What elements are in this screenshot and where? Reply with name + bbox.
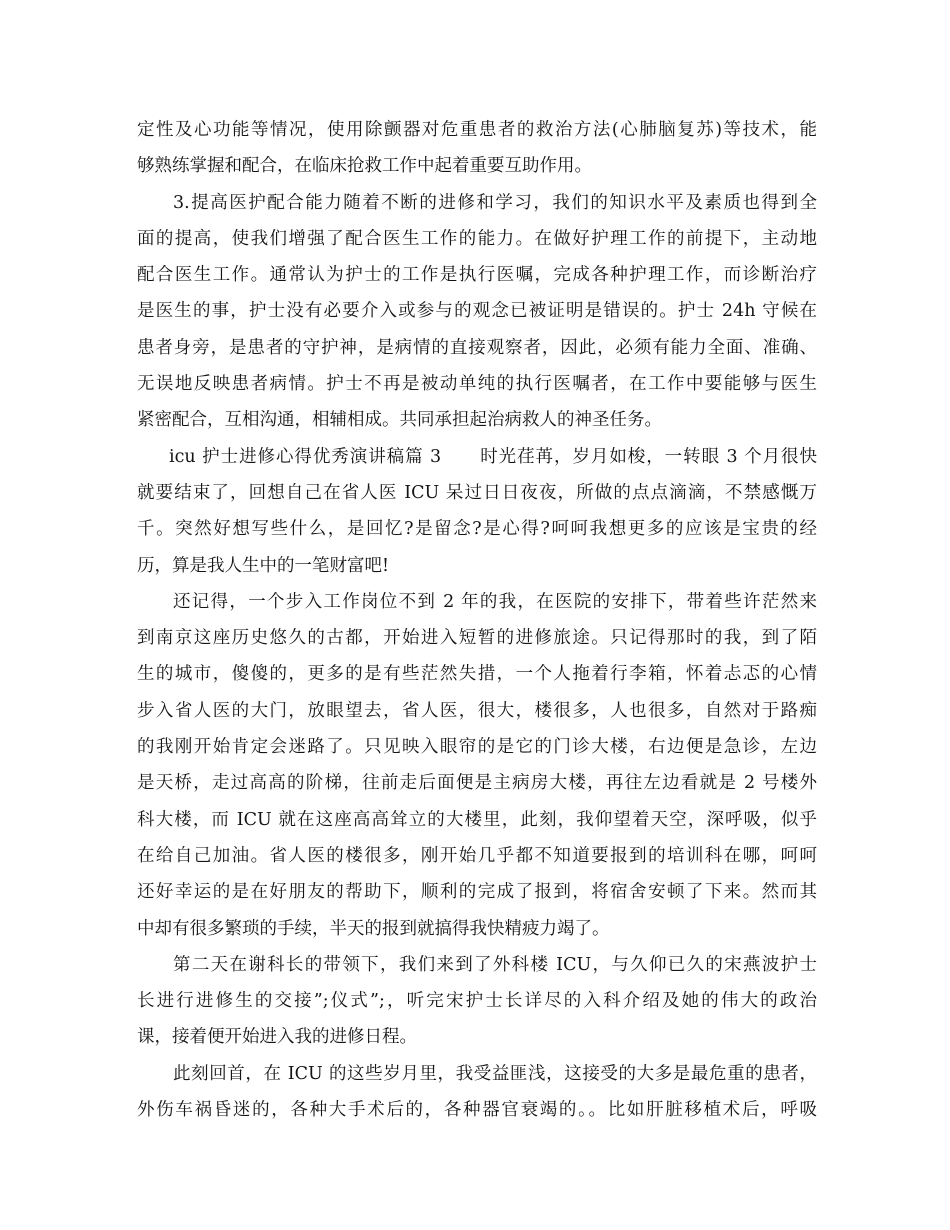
text-line: 科大楼，而 ICU 就在这座高高耸立的大楼里，此刻，我仰望着天空，深呼吸，似乎 [137,809,817,830]
text-line: 步入省人医的大门，放眼望去，省人医，很大，楼很多，人也很多，自然对于路痴 [137,700,817,721]
text-line: 外伤车祸昏迷的，各种大手术后的，各种器官衰竭的。。比如肝脏移植术后，呼吸 [137,1100,817,1121]
text-line: 紧密配合，互相沟通，相辅相成。共同承担起治病救人的神圣任务。 [137,410,662,431]
text-line: 的我刚开始肯定会迷路了。只见映入眼帘的是它的门诊大楼，右边便是急诊，左边 [137,737,817,758]
text-line: icu 护士进修心得优秀演讲稿篇 3 时光荏苒，岁月如梭，一转眼 3 个月很快 [169,446,817,467]
text-line: 够熟练掌握和配合，在临床抢救工作中起着重要互助作用。 [137,156,592,177]
text-line: 就要结束了，回想自己在省人医 ICU 呆过日日夜夜，所做的点点滴滴，不禁感慨万 [137,482,817,503]
text-line: 生的城市，傻傻的，更多的是有些茫然失措，一个人拖着行李箱，怀着忐忑的心情 [137,664,817,685]
text-line: 无误地反映患者病情。护士不再是被动单纯的执行医嘱者，在工作中要能够与医生 [137,374,817,395]
text-line: 此刻回首，在 ICU 的这些岁月里，我受益匪浅，这接受的大多是最危重的患者， [173,1063,817,1084]
text-line: 课，接着便开始进入我的进修日程。 [137,1027,417,1048]
text-line: 长进行进修生的交接”;仪式”;，听完宋护士长详尽的入科介绍及她的伟大的政治 [137,991,817,1012]
text-line: 还记得，一个步入工作岗位不到 2 年的我，在医院的安排下，带着些许茫然来 [173,591,817,612]
text-line: 3.提高医护配合能力随着不断的进修和学习，我们的知识水平及素质也得到全 [173,192,817,213]
text-line: 是医生的事，护士没有必要介入或参与的观念已被证明是错误的。护士 24h 守候在 [137,301,817,322]
text-line: 是天桥，走过高高的阶梯，往前走后面便是主病房大楼，再往左边看就是 2 号楼外 [137,773,817,794]
text-line: 中却有很多繁琐的手续，半天的报到就搞得我快精疲力竭了。 [137,918,610,939]
document-body [137,112,817,1128]
text-line: 第二天在谢科长的带领下，我们来到了外科楼 ICU，与久仰已久的宋燕波护士 [173,954,817,975]
text-line: 在给自己加油。省人医的楼很多，刚开始几乎都不知道要报到的培训科在哪，呵呵 [137,845,817,866]
text-line: 还好幸运的是在好朋友的帮助下，顺利的完成了报到，将宿舍安顿了下来。然而其 [137,882,817,903]
text-line: 面的提高，使我们增强了配合医生工作的能力。在做好护理工作的前提下，主动地 [137,228,817,249]
text-line: 患者身旁，是患者的守护神，是病情的直接观察者，因此，必须有能力全面、准确、 [137,337,817,358]
text-line: 千。突然好想写些什么，是回忆?是留念?是心得?呵呵我想更多的应该是宝贵的经 [137,519,817,540]
text-line: 到南京这座历史悠久的古都，开始进入短暂的进修旅途。只记得那时的我，到了陌 [137,628,817,649]
text-line: 历，算是我人生中的一笔财富吧! [137,555,390,576]
text-line: 配合医生工作。通常认为护士的工作是执行医嘱，完成各种护理工作，而诊断治疗 [137,265,817,286]
text-line: 定性及心功能等情况，使用除颤器对危重患者的救治方法(心肺脑复苏)等技术，能 [137,120,817,140]
